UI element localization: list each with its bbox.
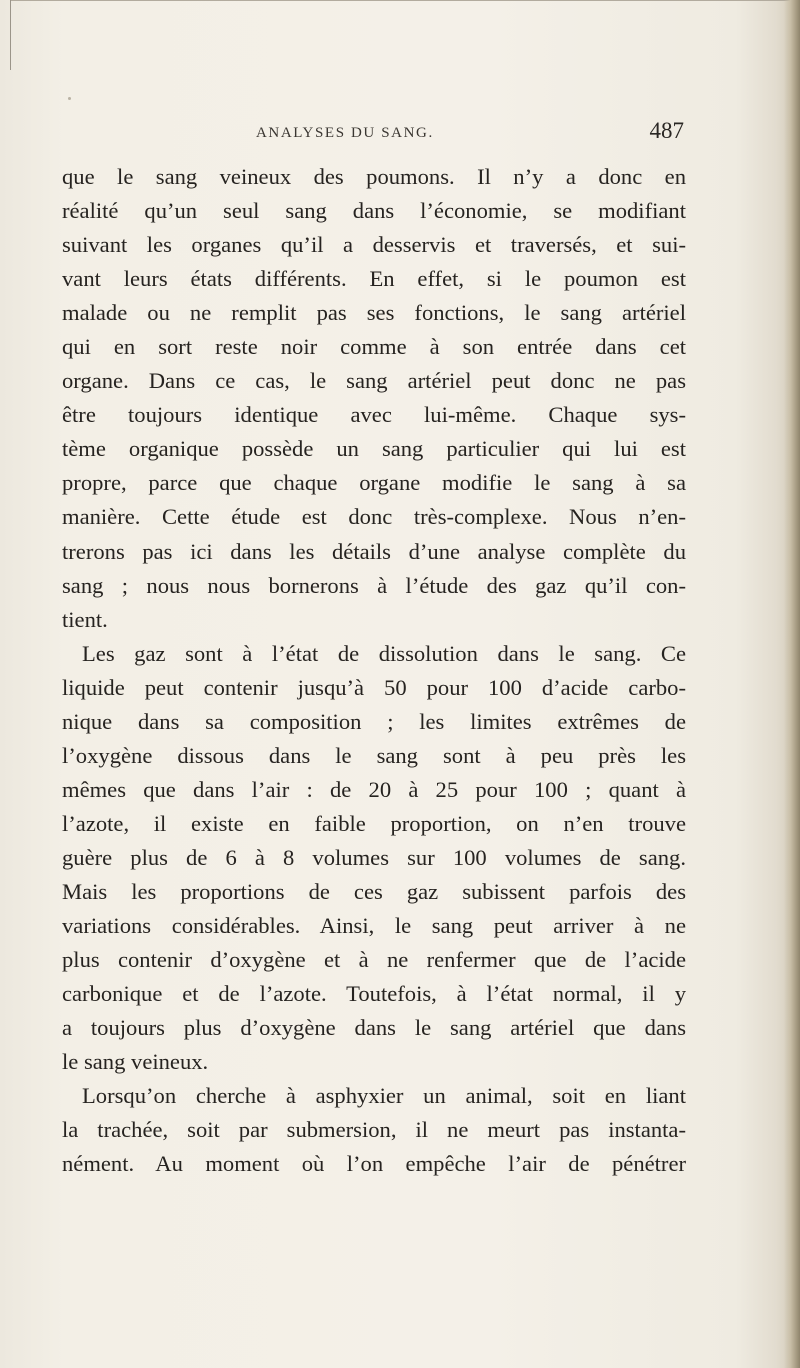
text-line: Les gaz sont à l’état de dissolution dans le sang. Ce [82,640,686,666]
text-line: être toujours identique avec lui-même. Chaque sys- [62,402,686,428]
text-line: trerons pas ici dans les détails d’une analyse complète du [62,538,686,564]
text-line: vant leurs états différents. En effet, si le poumon est [62,266,686,292]
text-line: variations considérables. Ainsi, le sang peut arriver à ne [62,913,686,939]
text-line: guère plus de 6 à 8 volumes sur 100 volumes de sang. [62,844,686,870]
text-line: réalité qu’un seul sang dans l’économie, se modifiant [62,198,686,224]
text-line: l’oxygène dissous dans le sang sont à peu près les [62,742,686,768]
page-header [62,118,684,148]
text-line: a toujours plus d’oxygène dans le sang artériel que dans [62,1015,686,1041]
page-binding-edge [784,0,800,1368]
text-line: tème organique possède un sang particulier qui lui est [62,436,686,462]
scan-left-edge [10,0,11,70]
text-line: nément. Au moment où l’on empêche l’air de pénétrer [62,1151,686,1177]
text-line: l’azote, il existe en faible proportion, on n’en trouve [62,810,686,836]
text-line: que le sang veineux des poumons. Il n’y a donc en [62,164,686,189]
text-line: carbonique et de l’azote. Toutefois, à l’état normal, il y [62,981,686,1007]
text-line: manière. Cette étude est donc très-complexe. Nous n’en- [62,504,686,530]
text-line: suivant les organes qu’il a desservis et traversés, et sui- [62,232,686,258]
body-text [62,160,686,1181]
text-line: qui en sort reste noir comme à son entrée dans cet [62,334,686,360]
text-line: sang ; nous nous bornerons à l’étude des gaz qu’il con- [62,572,686,598]
text-line: plus contenir d’oxygène et à ne renfermer que de l’acide [62,947,686,973]
paper-speck [68,97,71,100]
text-line: le sang veineux. [62,1049,209,1075]
text-line: propre, parce que chaque organe modifie le sang à sa [62,470,686,496]
text-line: malade ou ne remplit pas ses fonctions, le sang artériel [62,300,686,326]
text-line: Mais les proportions de ces gaz subissent parfois des [62,878,686,904]
text-line: tient. [62,606,108,632]
text-line: liquide peut contenir jusqu’à 50 pour 100 d’acide carbo- [62,674,686,700]
text-line: mêmes que dans l’air : de 20 à 25 pour 100 ; quant à [62,776,686,802]
running-head: ANALYSES DU SANG. [256,125,434,141]
text-line: nique dans sa composition ; les limites extrêmes de [62,708,686,734]
text-line: Lorsqu’on cherche à asphyxier un animal, soit en liant [82,1083,686,1109]
scan-top-edge [10,0,790,1]
text-line: organe. Dans ce cas, le sang artériel peut donc ne pas [62,368,686,394]
text-line: la trachée, soit par submersion, il ne meurt pas instanta- [62,1117,686,1143]
page-number: 487 [649,118,684,143]
